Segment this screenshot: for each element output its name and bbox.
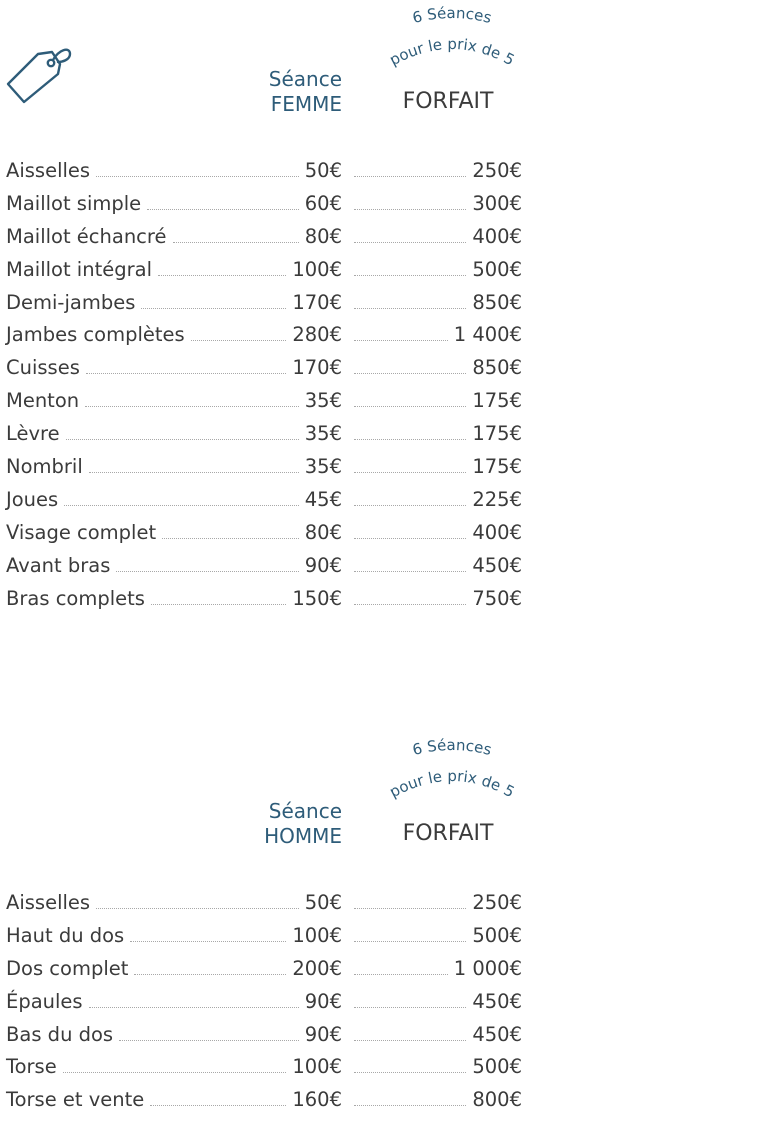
seance-price: 90€: [301, 1022, 342, 1048]
price-row: [0, 956, 768, 989]
treatment-name: Maillot échancré: [6, 224, 171, 250]
forfait-price: 400€: [468, 520, 522, 546]
seance-price: 50€: [301, 890, 342, 916]
price-row: [0, 923, 768, 956]
promo-line-1: 6 Séances: [410, 3, 494, 28]
price-row: [0, 586, 768, 619]
seance-price: 100€: [288, 923, 342, 949]
dot-leader: [86, 373, 286, 374]
seance-header-label: Séance: [268, 799, 342, 823]
homme-price-list: [0, 890, 768, 1120]
promo-arc-text: [372, 732, 532, 812]
forfait-price: 400€: [468, 224, 522, 250]
price-row: [0, 322, 768, 355]
treatment-name: Torse et vente: [6, 1087, 148, 1113]
seance-price: 100€: [288, 1054, 342, 1080]
dot-leader: [141, 308, 286, 309]
forfait-price: 225€: [468, 487, 522, 513]
price-row: [0, 890, 768, 923]
seance-price: 90€: [301, 989, 342, 1015]
dot-leader: [354, 439, 466, 440]
seance-price: 35€: [301, 421, 342, 447]
promo-line-2: pour le prix de 5: [386, 766, 518, 802]
dot-leader: [354, 308, 466, 309]
price-row: [0, 1022, 768, 1055]
price-row: [0, 454, 768, 487]
svg-text:6 Séances: [411, 4, 494, 27]
dot-leader: [134, 974, 286, 975]
seance-price: 45€: [301, 487, 342, 513]
forfait-price: 1 400€: [450, 322, 522, 348]
seance-price: 35€: [301, 454, 342, 480]
treatment-name: Menton: [6, 388, 83, 414]
seance-price: 50€: [301, 158, 342, 184]
dot-leader: [191, 340, 286, 341]
seance-header-label: Séance: [268, 67, 342, 91]
dot-leader: [119, 1040, 299, 1041]
dot-leader: [151, 604, 286, 605]
svg-text:pour le prix de 5: [387, 35, 518, 69]
dot-leader: [96, 908, 299, 909]
dot-leader: [354, 1007, 466, 1008]
forfait-price: 250€: [468, 158, 522, 184]
dot-leader: [354, 974, 448, 975]
dot-leader: [85, 406, 299, 407]
dot-leader: [354, 176, 466, 177]
price-row: [0, 520, 768, 553]
forfait-price: 300€: [468, 191, 522, 217]
forfait-price: 250€: [468, 890, 522, 916]
seance-header: [230, 799, 342, 849]
price-row: [0, 257, 768, 290]
treatment-name: Jambes complètes: [6, 322, 189, 348]
promo-line-2: pour le prix de 5: [386, 34, 518, 70]
forfait-price: 750€: [468, 586, 522, 612]
dot-leader: [354, 340, 448, 341]
price-row: [0, 553, 768, 586]
dot-leader: [150, 1105, 286, 1106]
forfait-price: 175€: [468, 421, 522, 447]
dot-leader: [116, 571, 299, 572]
seance-price: 280€: [288, 322, 342, 348]
treatment-name: Épaules: [6, 989, 87, 1015]
dot-leader: [147, 209, 299, 210]
seance-price: 100€: [288, 257, 342, 283]
treatment-name: Lèvre: [6, 421, 64, 447]
forfait-price: 450€: [468, 989, 522, 1015]
dot-leader: [354, 275, 466, 276]
treatment-name: Avant bras: [6, 553, 114, 579]
dot-leader: [66, 439, 299, 440]
treatment-name: Aisselles: [6, 158, 94, 184]
dot-leader: [354, 505, 466, 506]
seance-price: 60€: [301, 191, 342, 217]
seance-price: 200€: [288, 956, 342, 982]
forfait-header: FORFAIT: [402, 821, 494, 846]
svg-text:pour le prix de 5: [387, 767, 518, 801]
price-row: [0, 1054, 768, 1087]
forfait-price: 850€: [468, 290, 522, 316]
price-row: [0, 1087, 768, 1120]
treatment-name: Visage complet: [6, 520, 160, 546]
price-tag-icon: [4, 40, 74, 110]
price-row: [0, 158, 768, 191]
forfait-price: 1 000€: [450, 956, 522, 982]
price-row: [0, 355, 768, 388]
dot-leader: [354, 604, 466, 605]
seance-header-gender: HOMME: [264, 824, 342, 848]
forfait-price: 500€: [468, 257, 522, 283]
promo-arc-text: [372, 0, 532, 80]
forfait-price: 450€: [468, 1022, 522, 1048]
dot-leader: [354, 1105, 466, 1106]
treatment-name: Maillot intégral: [6, 257, 156, 283]
dot-leader: [96, 176, 299, 177]
forfait-price: 800€: [468, 1087, 522, 1113]
forfait-price: 175€: [468, 388, 522, 414]
dot-leader: [162, 538, 299, 539]
treatment-name: Nombril: [6, 454, 87, 480]
forfait-price: 450€: [468, 553, 522, 579]
price-row: [0, 290, 768, 323]
dot-leader: [354, 373, 466, 374]
price-row: [0, 421, 768, 454]
femme-price-list: [0, 158, 768, 618]
dot-leader: [64, 505, 299, 506]
dot-leader: [63, 1072, 286, 1073]
dot-leader: [354, 209, 466, 210]
svg-text:6 Séances: [411, 736, 494, 759]
forfait-price: 500€: [468, 923, 522, 949]
treatment-name: Cuisses: [6, 355, 84, 381]
seance-price: 170€: [288, 355, 342, 381]
seance-header-gender: FEMME: [270, 92, 342, 116]
treatment-name: Bas du dos: [6, 1022, 117, 1048]
dot-leader: [354, 1072, 466, 1073]
forfait-price: 850€: [468, 355, 522, 381]
seance-price: 90€: [301, 553, 342, 579]
dot-leader: [89, 1007, 299, 1008]
dot-leader: [130, 941, 286, 942]
treatment-name: Aisselles: [6, 890, 94, 916]
dot-leader: [354, 538, 466, 539]
price-row: [0, 191, 768, 224]
dot-leader: [173, 242, 299, 243]
dot-leader: [89, 472, 299, 473]
dot-leader: [354, 571, 466, 572]
treatment-name: Torse: [6, 1054, 61, 1080]
dot-leader: [354, 908, 466, 909]
forfait-price: 175€: [468, 454, 522, 480]
dot-leader: [354, 472, 466, 473]
dot-leader: [158, 275, 286, 276]
treatment-name: Bras complets: [6, 586, 149, 612]
treatment-name: Dos complet: [6, 956, 132, 982]
seance-price: 160€: [288, 1087, 342, 1113]
seance-header: [230, 67, 342, 117]
seance-price: 80€: [301, 224, 342, 250]
seance-price: 150€: [288, 586, 342, 612]
homme-pricing-section: [0, 732, 768, 1132]
price-row: [0, 388, 768, 421]
dot-leader: [354, 1040, 466, 1041]
promo-line-1: 6 Séances: [410, 735, 494, 760]
seance-price: 170€: [288, 290, 342, 316]
price-row: [0, 224, 768, 257]
seance-price: 35€: [301, 388, 342, 414]
forfait-header: FORFAIT: [402, 89, 494, 114]
seance-price: 80€: [301, 520, 342, 546]
price-row: [0, 487, 768, 520]
dot-leader: [354, 406, 466, 407]
treatment-name: Haut du dos: [6, 923, 128, 949]
dot-leader: [354, 941, 466, 942]
dot-leader: [354, 242, 466, 243]
treatment-name: Joues: [6, 487, 62, 513]
price-row: [0, 989, 768, 1022]
treatment-name: Maillot simple: [6, 191, 145, 217]
forfait-price: 500€: [468, 1054, 522, 1080]
treatment-name: Demi-jambes: [6, 290, 139, 316]
